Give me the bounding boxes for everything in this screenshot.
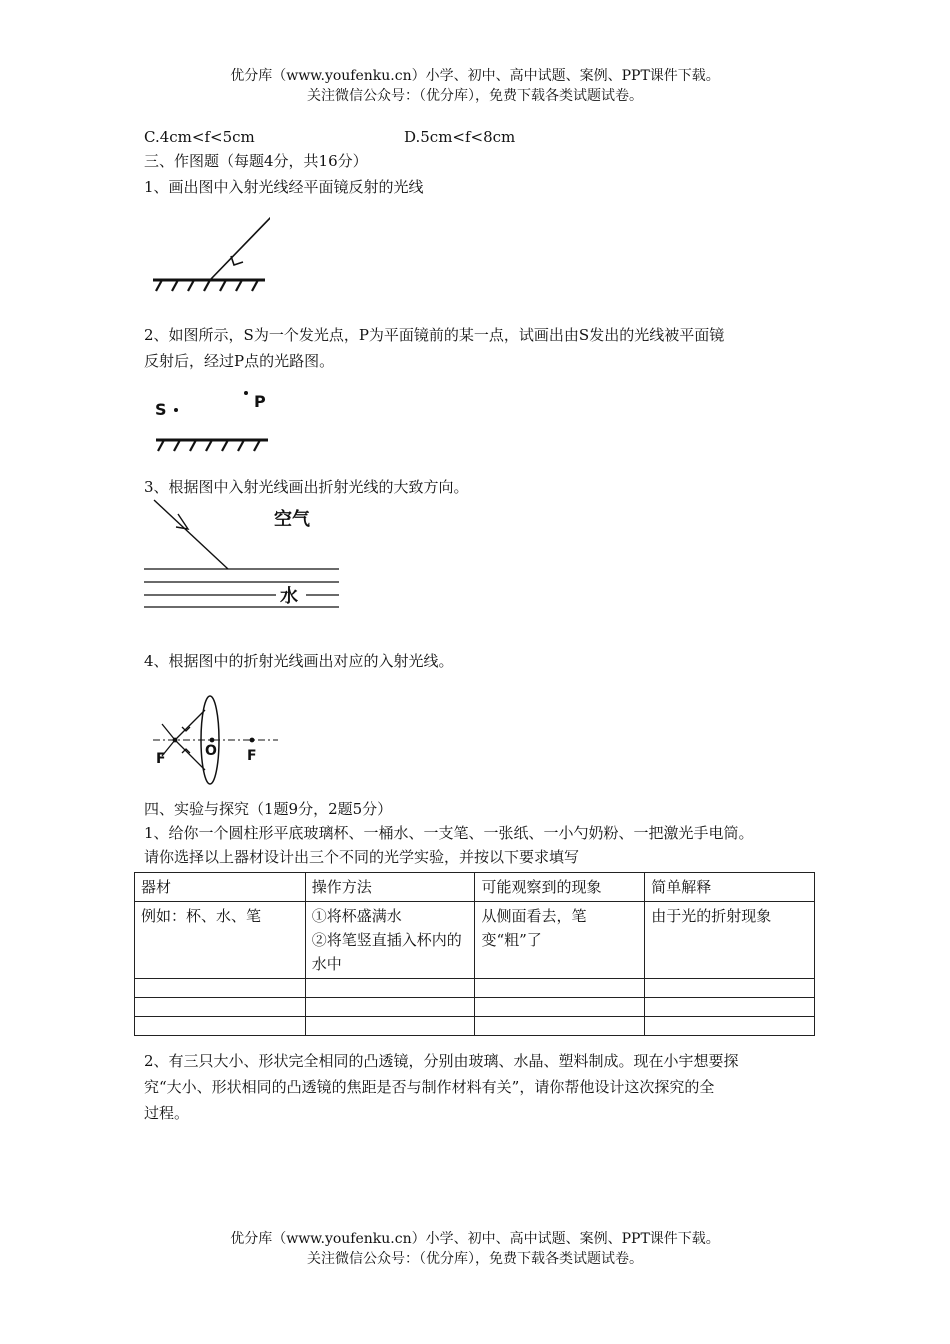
table-header-row: [135, 873, 815, 902]
blank-cell[interactable]: [305, 979, 475, 998]
header-explanation: 简单解释: [645, 873, 815, 902]
blank-cell[interactable]: [475, 979, 645, 998]
mirror-hatching: [158, 440, 260, 451]
experiment-table: [134, 872, 815, 1036]
header-material: 器材: [135, 873, 306, 902]
example-method: [305, 902, 475, 979]
question-4-1-line-2: 请你选择以上器材设计出三个不同的光学实验，并按以下要求填写: [144, 848, 580, 866]
label-center: O: [205, 743, 217, 759]
question-3-4: 4、根据图中的折射光线画出对应的入射光线。: [144, 652, 454, 670]
figure-air-water: [140, 498, 342, 612]
point-p: [244, 391, 248, 395]
example-phenomenon: 从侧面看去，笔变“粗”了: [475, 902, 645, 979]
blank-cell[interactable]: [135, 979, 306, 998]
incident-ray: [154, 500, 228, 569]
blank-cell[interactable]: [305, 1017, 475, 1036]
question-3-3: 3、根据图中入射光线画出折射光线的大致方向。: [144, 478, 469, 496]
label-air: 空气: [274, 509, 310, 530]
label-water: 水: [280, 586, 298, 607]
header-phenomenon: 可能观察到的现象: [475, 873, 645, 902]
question-3-1: 1、画出图中入射光线经平面镜反射的光线: [144, 178, 424, 196]
example-method-step-1: ①将杯盛满水: [311, 907, 402, 925]
option-c: C.4cm<f<5cm: [144, 128, 255, 146]
table-row-blank-3: [135, 1017, 815, 1036]
blank-cell[interactable]: [135, 1017, 306, 1036]
label-focus-right: F: [247, 748, 257, 764]
blank-cell[interactable]: [645, 979, 815, 998]
question-4-2-line-2: 究“大小、形状相同的凸透镜的焦距是否与制作材料有关”，请你帮他设计这次探究的全: [144, 1078, 715, 1096]
header-line-2: 关注微信公众号：（优分库），免费下载各类试题试卷。: [307, 88, 643, 104]
example-material: 例如：杯、水、笔: [135, 902, 306, 979]
figure-s-p-mirror: [150, 384, 275, 456]
option-d: D.5cm<f<8cm: [404, 128, 516, 146]
label-focus-left: F: [156, 751, 166, 767]
question-4-2-line-3: 过程。: [144, 1104, 190, 1122]
point-s: [174, 408, 178, 412]
section-3-title: 三、作图题（每题4分，共16分）: [144, 152, 368, 170]
example-explanation: 由于光的折射现象: [645, 902, 815, 979]
header-method: 操作方法: [305, 873, 475, 902]
blank-cell[interactable]: [135, 998, 306, 1017]
table-row-blank-2: [135, 998, 815, 1017]
footer-line-2: 关注微信公众号：（优分库），免费下载各类试题试卷。: [307, 1251, 643, 1267]
optical-center: [210, 738, 215, 743]
example-method-step-2: ②将笔竖直插入杯内的水中: [311, 931, 462, 973]
question-3-2-line-2: 反射后，经过P点的光路图。: [144, 352, 335, 370]
question-3-2-line-1: 2、如图所示，S为一个发光点，P为平面镜前的某一点，试画出由S发出的光线被平面镜: [144, 326, 725, 344]
footer-line-1: 优分库（www.youfenku.cn）小学、初中、高中试题、案例、PPT课件下载。: [230, 1231, 720, 1247]
blank-cell[interactable]: [305, 998, 475, 1017]
mirror-hatching: [156, 280, 258, 291]
blank-cell[interactable]: [475, 998, 645, 1017]
blank-cell[interactable]: [475, 1017, 645, 1036]
section-4-title: 四、实验与探究（1题9分，2题5分）: [144, 800, 393, 818]
focus-right: [250, 738, 255, 743]
figure-convex-lens: [150, 694, 280, 792]
blank-cell[interactable]: [645, 998, 815, 1017]
label-s: S: [155, 400, 167, 419]
table-row-example: [135, 902, 815, 979]
blank-cell[interactable]: [645, 1017, 815, 1036]
label-p: P: [254, 392, 266, 411]
incident-ray: [210, 216, 270, 280]
question-4-1-line-1: 1、给你一个圆柱形平底玻璃杯、一桶水、一支笔、一张纸、一小勺奶粉、一把激光手电筒。: [144, 824, 754, 842]
header-line-1: 优分库（www.youfenku.cn）小学、初中、高中试题、案例、PPT课件下载。: [230, 68, 720, 84]
question-4-2-line-1: 2、有三只大小、形状完全相同的凸透镜，分别由玻璃、水晶、塑料制成。现在小宇想要探: [144, 1052, 739, 1070]
figure-mirror-incident: [150, 212, 270, 294]
table-row-blank-1: [135, 979, 815, 998]
